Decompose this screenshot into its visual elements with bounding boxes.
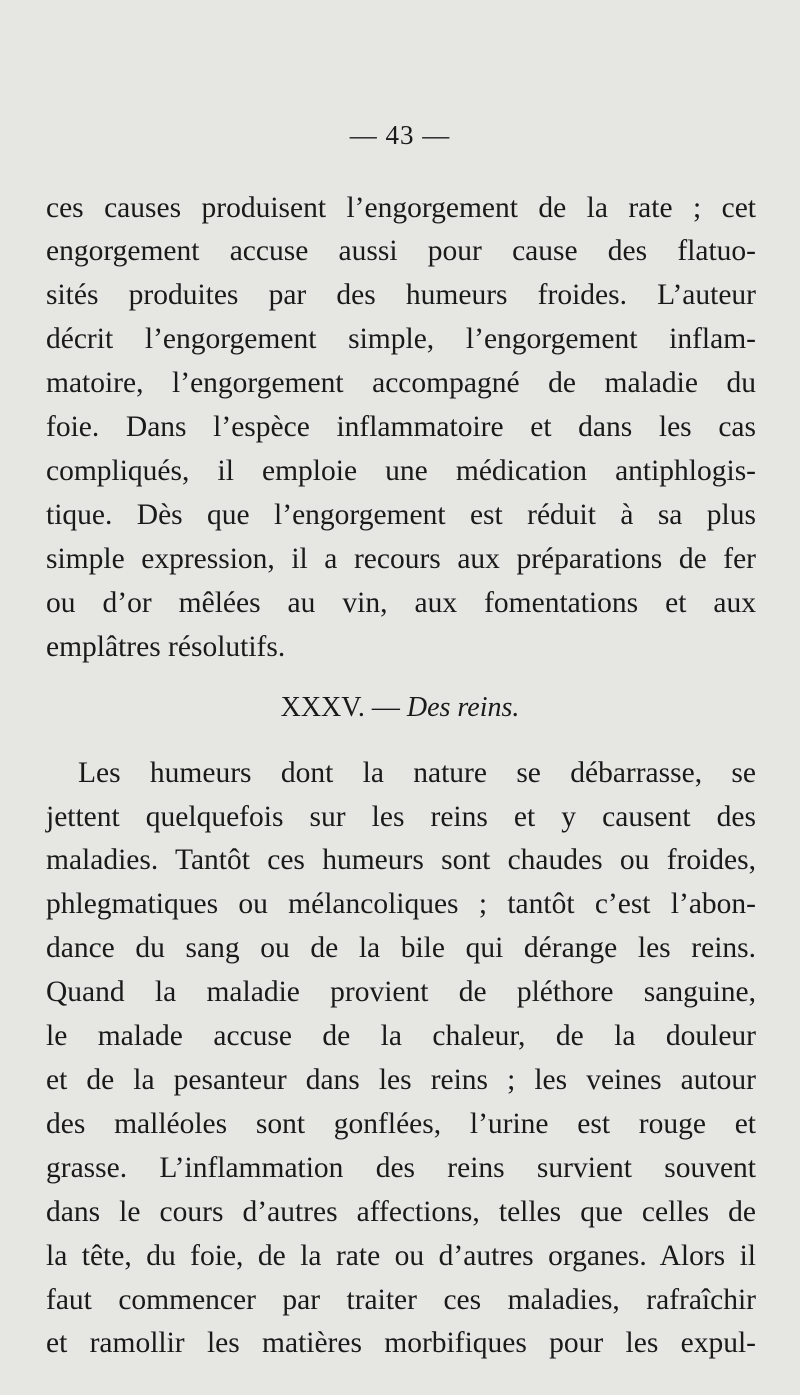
section-heading <box>0 688 800 728</box>
text-line: décrit l’engorgement simple, l’engorgement inflam- <box>46 323 756 355</box>
text-line: foie. Dans l’espèce inflammatoire et dans les cas <box>46 411 756 443</box>
text-line: maladies. Tantôt ces humeurs sont chaudes ou froides, <box>46 844 756 876</box>
text-line: emplâtres résolutifs. <box>46 631 286 663</box>
text-line: ou d’or mêlées au vin, aux fomentations et aux <box>46 587 756 619</box>
text-line: la tête, du foie, de la rate ou d’autres organes. Alors il <box>46 1240 756 1272</box>
text-line: faut commencer par traiter ces maladies, rafraîchir <box>46 1284 756 1316</box>
text-line: simple expression, il a recours aux préparations de fer <box>46 543 756 575</box>
text-line: matoire, l’engorgement accompagné de maladie du <box>46 367 756 399</box>
text-line: phlegmatiques ou mélancoliques ; tantôt c’est l’abon- <box>46 888 756 920</box>
text-line: jettent quelquefois sur les reins et y causent des <box>46 801 756 833</box>
text-line: Les humeurs dont la nature se débarrasse, se <box>78 757 756 789</box>
text-line: compliqués, il emploie une médication antiphlogis- <box>46 455 756 487</box>
text-line: et ramollir les matières morbifiques pour les expul- <box>46 1327 756 1359</box>
text-line: engorgement accuse aussi pour cause des flatuo- <box>46 235 756 267</box>
text-line: tique. Dès que l’engorgement est réduit à sa plus <box>46 499 756 531</box>
text-line: et de la pesanteur dans les reins ; les veines autour <box>46 1064 756 1096</box>
text-line: le malade accuse de la chaleur, de la douleur <box>46 1020 756 1052</box>
text-line: dans le cours d’autres affections, telles que celles de <box>46 1196 756 1228</box>
section-number: XXXV. — <box>280 692 400 723</box>
text-line: grasse. L’inflammation des reins survient souvent <box>46 1152 756 1184</box>
section-title: Des reins. <box>406 692 520 723</box>
text-line: ces causes produisent l’engorgement de la rate ; cet <box>46 192 756 224</box>
text-line: dance du sang ou de la bile qui dérange les reins. <box>46 932 756 964</box>
text-line: des malléoles sont gonflées, l’urine est rouge et <box>46 1108 756 1140</box>
text-line: Quand la maladie provient de pléthore sanguine, <box>46 976 756 1008</box>
page-number: — 43 — <box>349 120 451 150</box>
text-line: sités produites par des humeurs froides. L’auteur <box>46 279 756 311</box>
